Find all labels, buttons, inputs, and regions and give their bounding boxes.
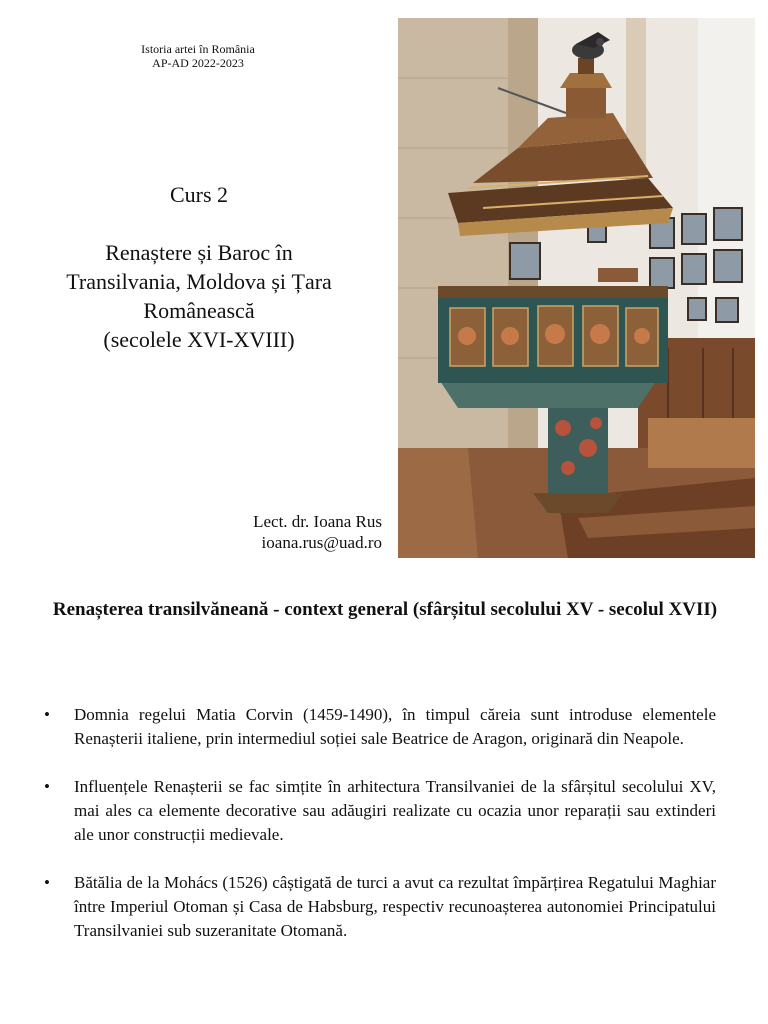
list-item — [40, 775, 716, 847]
title-line: (secolele XVI-XVIII) — [103, 327, 295, 352]
section-heading: Renașterea transilvăneană - context general (sfârșitul secolului XV - secolul XVII) — [52, 599, 718, 620]
course-number: Curs 2 — [169, 182, 229, 207]
author-name: Lect. dr. Ioana Rus — [253, 512, 382, 531]
bullet-dot-icon: • — [44, 777, 50, 796]
author-email: ioana.rus@uad.ro — [261, 533, 382, 552]
title-line: Transilvania, Moldova și Țara — [66, 269, 332, 294]
list-item — [40, 703, 716, 751]
title-line: Românească — [143, 298, 255, 323]
bullet-text: Influențele Renașterii se fac simțite în arhitectura Transilvaniei de la sfârșitul secolului XV, mai ales ca elemente decorative sau adăugiri realizate cu ocazia unor reparații sau extinderi ale unor construcții medievale. — [74, 777, 716, 844]
course-name: Istoria artei în România — [141, 42, 255, 56]
bullet-text: Bătălia de la Mohács (1526) câștigată de turci a avut ca rezultat împărțirea Regatului Maghiar între Imperiul Otoman și Casa de Habsburg, respectiv recunoașterea autonomiei Principatului Transilvaniei sub suzeranitate Otomană. — [74, 873, 716, 940]
title-line: Renaștere și Baroc în — [105, 240, 293, 265]
bullet-dot-icon: • — [44, 705, 50, 724]
pulpit-photo — [398, 18, 755, 558]
course-code: AP-AD 2022-2023 — [152, 56, 244, 70]
bullet-text: Domnia regelui Matia Corvin (1459-1490), în timpul căreia sunt introduse elementele Renașterii italiene, prin intermediul soției sale Beatrice de Aragon, originară din Neapole. — [74, 705, 716, 748]
bullet-dot-icon: • — [44, 873, 50, 892]
list-item — [40, 871, 716, 943]
lecture-title — [18, 180, 380, 354]
author-block — [180, 511, 382, 553]
course-header — [96, 42, 300, 70]
pulpit-illustration — [398, 18, 755, 558]
bullet-list — [40, 703, 716, 943]
